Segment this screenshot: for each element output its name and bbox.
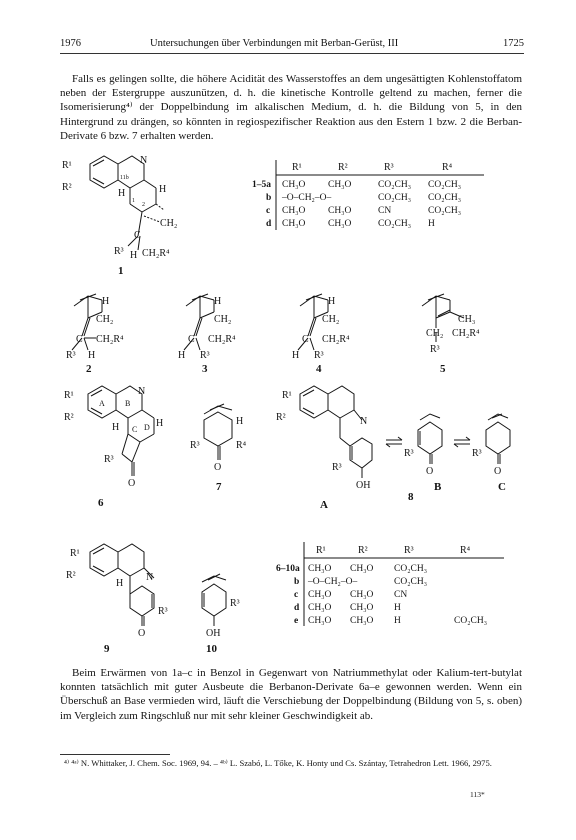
s5-ch3: CH₃ — [458, 314, 476, 325]
s7-o: O — [214, 462, 222, 473]
t1-r3-c1: CH₃O — [328, 219, 352, 229]
structure-9 — [66, 538, 176, 663]
s9-o: O — [138, 628, 146, 639]
s2-h2: H — [88, 350, 96, 361]
t1-h3: R³ — [384, 162, 394, 173]
t1-r2-c2: CN — [378, 206, 392, 216]
header-year: 1976 — [60, 38, 81, 49]
t1-r3-c2: CO₂CH₃ — [378, 219, 412, 229]
s10-r3: R³ — [230, 598, 240, 609]
structure-2 — [66, 292, 156, 373]
paragraph-1 — [60, 72, 522, 143]
t2-r3-c2: H — [394, 603, 401, 613]
t1-r0-c0: CH₃O — [282, 180, 306, 190]
t2-r3-c0: CH₃O — [308, 603, 332, 613]
s4-h: H — [328, 296, 336, 307]
footnote-rule — [60, 754, 170, 755]
s3-ch2: CH₂ — [214, 314, 232, 325]
s7-h: H — [236, 416, 244, 427]
structure-A — [276, 380, 386, 515]
paragraph-1-text: Falls es gelingen sollte, die höhere Acidität des Wasserstoffes an dem ungesättigten Kohlenstoffatom neben der Estergruppe auszunützen, d. h. die kinetische Kontrolle geltend zu machen, ferner die Isomerisierung⁴⁾ der Doppelbindung im alkalischen Medium, d. h. die Bildung von 5, in den Hintergrund zu drängen, so könnten in regiospezifischer Reaktion aus den Estern 1 bzw. 2 die Berban-Derivate 6 bzw. 7 erhalten werden. — [60, 73, 522, 142]
s1-c: C — [134, 230, 141, 241]
t2-r2-c0: CH₃O — [308, 590, 332, 600]
sA-r2: R² — [276, 412, 286, 423]
t1-r3-c3: H — [428, 219, 435, 229]
s9-r1: R¹ — [70, 548, 80, 559]
t2-r4-label: e — [294, 616, 299, 626]
paragraph-2 — [60, 666, 522, 723]
t1-r0-c2: CO₂CH₃ — [378, 180, 412, 190]
s6-r2: R² — [64, 412, 74, 423]
sB-label: B — [434, 481, 442, 493]
structure-5 — [414, 292, 514, 377]
s2-ch2r4: CH₂R⁴ — [96, 334, 124, 345]
s4-r3: R³ — [314, 350, 324, 361]
s4-c: C — [302, 334, 309, 345]
t1-r0-c1: CH₃O — [328, 180, 352, 190]
t2-r1-c2: CO₂CH₃ — [394, 577, 428, 587]
s1-r2: R² — [62, 182, 72, 193]
s5-r3: R³ — [430, 344, 440, 355]
t1-r1-c3: CO₂CH₃ — [428, 193, 462, 203]
s10-label: 10 — [206, 643, 217, 655]
s6-h2: H — [156, 418, 164, 429]
s1-n1: 1 — [132, 198, 135, 204]
structure-7 — [190, 400, 270, 505]
sA-oh: OH — [356, 480, 371, 491]
s2-c: C — [76, 334, 83, 345]
t2-r0-c2: CO₂CH₃ — [394, 564, 428, 574]
s7-r4: R⁴ — [236, 440, 247, 451]
s1-h3: H — [130, 250, 138, 261]
t2-r0-c0: CH₃O — [308, 564, 332, 574]
s2-ch2: CH₂ — [96, 314, 114, 325]
t2-r2-c2: CN — [394, 590, 408, 600]
t1-r1-c0: –O–CH₂–O– — [282, 193, 332, 203]
structure-1 — [60, 146, 210, 283]
s3-label: 3 — [202, 363, 208, 375]
s1-n: N — [140, 155, 148, 166]
s9-n: N — [146, 572, 154, 583]
s3-c: C — [188, 334, 195, 345]
t1-r2-c0: CH₃O — [282, 206, 306, 216]
sC-r3: R³ — [472, 448, 482, 459]
sB-r3: R³ — [404, 448, 414, 459]
t2-h2: R² — [358, 545, 368, 556]
t2-r4-c1: CH₃O — [350, 616, 374, 626]
sA-r1: R¹ — [282, 390, 292, 401]
structure-6 — [64, 380, 174, 513]
t1-h1: R¹ — [292, 162, 302, 173]
t2-r3-c1: CH₃O — [350, 603, 374, 613]
s3-h2: H — [178, 350, 186, 361]
t2-r4-c3: CO₂CH₃ — [454, 616, 488, 626]
sB-o: O — [426, 466, 434, 477]
structure-4 — [292, 292, 382, 373]
s2-label: 2 — [86, 363, 92, 375]
t1-r2-label: c — [266, 206, 271, 216]
s7-label: 7 — [216, 481, 222, 493]
t1-r2-c1: CH₃O — [328, 206, 352, 216]
t1-r1-c2: CO₂CH₃ — [378, 193, 412, 203]
t2-h3: R³ — [404, 545, 414, 556]
t2-r0-c1: CH₃O — [350, 564, 374, 574]
t2-r3-label: d — [294, 603, 300, 613]
s9-h: H — [116, 578, 124, 589]
s1-11b: 11b — [120, 175, 129, 181]
s1-ch2r4: CH₂R⁴ — [142, 248, 170, 259]
s1-r1: R¹ — [62, 160, 72, 171]
s6-r3: R³ — [104, 454, 114, 465]
s1-label: 1 — [118, 265, 124, 277]
s2-r3: R³ — [66, 350, 76, 361]
s8-label: 8 — [408, 491, 414, 503]
t1-r3-label: d — [266, 219, 272, 229]
header-rule — [60, 53, 524, 54]
sA-n: N — [360, 416, 368, 427]
s9-label: 9 — [104, 643, 110, 655]
s6-r1: R¹ — [64, 390, 74, 401]
s9-r3: R³ — [158, 606, 168, 617]
s6-label: 6 — [98, 497, 104, 509]
s4-ch2: CH₂ — [322, 314, 340, 325]
table-1 — [252, 158, 492, 237]
running-header — [60, 38, 524, 52]
footnote: ⁴⁾ ⁴ᵃ⁾ N. Whittaker, J. Chem. Soc. 1969, 94. – ⁴ᵇ⁾ L. Szabó, L. Tőke, K. Honty und Cs. Szántay, Tetrahedron Lett. 1966, 2975. — [64, 758, 492, 768]
t1-h4: R⁴ — [442, 162, 453, 173]
t1-r0-label: 1–5a — [252, 180, 271, 190]
s6-h1: H — [112, 422, 120, 433]
s6-c: C — [132, 425, 138, 434]
structure-3 — [178, 292, 268, 373]
s4-label: 4 — [316, 363, 322, 375]
paragraph-2-text: Beim Erwärmen von 1a–c in Benzol in Gegenwart von Natriummethylat oder Kalium-tert-butylat konnten tatsächlich mit guter Ausbeute die Berbanon-Derivate 6a–e gewonnen werden. Wenn ein Überschuß an Base vermieden wird, läuft die Verschiebung der Doppelbindung (Bildung von 5, s. oben) im Vergleich zum Ringschluß nur mit sehr kleiner Geschwindigkeit ab. — [60, 667, 522, 722]
t1-r0-c3: CO₂CH₃ — [428, 180, 462, 190]
t1-h2: R² — [338, 162, 348, 173]
s6-a: A — [99, 399, 105, 408]
s5-ch2r4: CH₂R⁴ — [452, 328, 480, 339]
t2-h1: R¹ — [316, 545, 326, 556]
structure-10 — [186, 572, 266, 661]
s4-h2: H — [292, 350, 300, 361]
s1-h1: H — [118, 188, 126, 199]
t2-r4-c2: H — [394, 616, 401, 626]
s6-d: D — [144, 423, 150, 432]
t1-r1-label: b — [266, 193, 272, 203]
header-title: Untersuchungen über Verbindungen mit Berban-Gerüst, III — [150, 38, 399, 49]
s5-label: 5 — [440, 363, 446, 375]
s6-b: B — [125, 399, 131, 408]
t2-r1-c0: –O–CH₂–O– — [308, 577, 358, 587]
s9-r2: R² — [66, 570, 76, 581]
t2-h4: R⁴ — [460, 545, 471, 556]
sA-r3: R³ — [332, 462, 342, 473]
s6-o: O — [128, 478, 136, 489]
s6-n: N — [138, 386, 146, 397]
page-number: 113* — [470, 790, 485, 799]
sA-label: A — [320, 499, 328, 511]
t1-r3-c0: CH₃O — [282, 219, 306, 229]
t2-r1-label: b — [294, 577, 300, 587]
s1-ch2: CH₂ — [160, 218, 178, 229]
s1-r3: R³ — [114, 246, 124, 257]
sC-label: C — [498, 481, 506, 493]
s4-ch2r4: CH₂R⁴ — [322, 334, 350, 345]
t2-r4-c0: CH₃O — [308, 616, 332, 626]
s3-r3: R³ — [200, 350, 210, 361]
t2-r2-label: c — [294, 590, 299, 600]
table-2 — [276, 540, 506, 635]
t2-r0-label: 6–10a — [276, 564, 300, 574]
s5-ch2: CH₂ — [426, 328, 444, 339]
t2-r2-c1: CH₃O — [350, 590, 374, 600]
t1-r2-c3: CO₂CH₃ — [428, 206, 462, 216]
s10-oh: OH — [206, 628, 221, 639]
s2-h: H — [102, 296, 110, 307]
structure-B-C — [386, 410, 526, 525]
s3-h: H — [214, 296, 222, 307]
sC-o: O — [494, 466, 502, 477]
s1-n2: 2 — [142, 202, 145, 208]
s7-r3: R³ — [190, 440, 200, 451]
header-page: 1725 — [503, 38, 524, 49]
s3-ch2r4: CH₂R⁴ — [208, 334, 236, 345]
s1-h2: H — [159, 184, 167, 195]
